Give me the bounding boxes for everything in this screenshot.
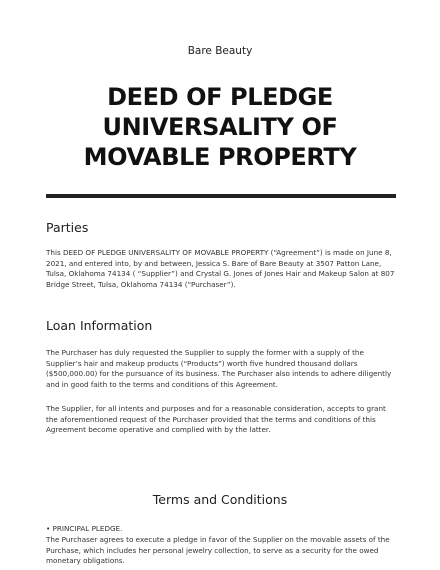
terms-item-label: • PRINCIPAL PLEDGE.	[46, 524, 123, 533]
title-line: DEED OF PLEDGE	[107, 83, 333, 111]
loan-paragraph-1: The Purchaser has duly requested the Supplier to supply the former with a supply of the Supplier’s hair and makeup products (“Products”) worth five hundred thousand dollars ($500,000.00) for the pursuance of its business. The Purchaser also intends to adhere diligently and in good faith to the terms and conditions of this Agreement.	[46, 348, 392, 389]
title-line: MOVABLE PROPERTY	[83, 143, 357, 171]
title-divider	[46, 194, 396, 198]
loan-paragraph-2: The Supplier, for all intents and purposes and for a reasonable consideration, accepts to grant the aforementioned request of the Purchaser provided that the terms and conditions of this Agreement become operative and complied with by the latter.	[46, 404, 386, 435]
document-title	[40, 82, 400, 172]
parties-paragraph: This DEED OF PLEDGE UNIVERSALITY OF MOVABLE PROPERTY (“Agreement”) is made on June 8, 2021, and entered into, by and between, Jessica S. Bare of Bare Beauty at 3507 Patton Lane, Tulsa, Oklahoma 74134 ( “Supplier”) and Crystal G. Jones of Jones Hair and Makeup Salon at 807 Bridge Street, Tulsa, Oklahoma 74134 (“Purchaser”).	[46, 248, 395, 289]
title-line: UNIVERSALITY OF	[102, 113, 338, 141]
terms-item-text: The Purchaser agrees to execute a pledge in favor of the Supplier on the movable assets of the Purchase, which includes her personal jewelry collection, to serve as a security for the owed monetary obligations.	[46, 535, 390, 566]
section-heading-parties: Parties	[46, 220, 89, 235]
section-heading-terms: Terms and Conditions	[152, 492, 288, 507]
section-heading-loan-information: Loan Information	[46, 318, 153, 333]
company-name: Bare Beauty	[187, 45, 253, 57]
